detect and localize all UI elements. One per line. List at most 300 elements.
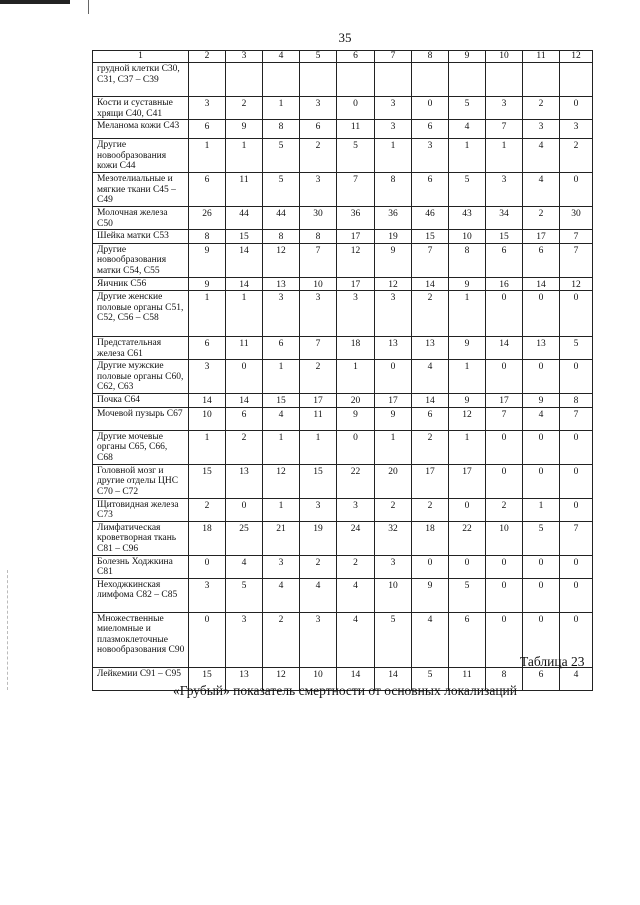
value-cell: 6: [486, 243, 523, 277]
header-cell: 6: [337, 51, 375, 63]
value-cell: 9: [337, 407, 375, 430]
value-cell: 15: [189, 464, 226, 498]
value-cell: 7: [300, 243, 337, 277]
row-label: Лимфатическая кроветворная ткань С81 – С96: [93, 521, 189, 555]
value-cell: 22: [449, 521, 486, 555]
header-cell: 4: [263, 51, 300, 63]
value-cell: 1: [300, 430, 337, 464]
value-cell: 12: [337, 243, 375, 277]
value-cell: 44: [226, 207, 263, 230]
value-cell: 3: [375, 97, 412, 120]
value-cell: 3: [375, 120, 412, 139]
value-cell: 7: [337, 173, 375, 207]
row-label: Лейкемии С91 – С95: [93, 667, 189, 690]
value-cell: 25: [226, 521, 263, 555]
value-cell: 4: [523, 407, 560, 430]
value-cell: 30: [560, 207, 593, 230]
value-cell: [337, 63, 375, 97]
value-cell: 4: [263, 578, 300, 612]
header-cell: 10: [486, 51, 523, 63]
value-cell: 3: [486, 173, 523, 207]
row-label: Меланома кожи С43: [93, 120, 189, 139]
value-cell: 2: [560, 139, 593, 173]
value-cell: 8: [263, 230, 300, 244]
row-label: Другие женские половые органы С51, С52, С56 – С58: [93, 291, 189, 337]
value-cell: 1: [449, 360, 486, 394]
value-cell: 15: [486, 230, 523, 244]
value-cell: 2: [375, 498, 412, 521]
table-row: [93, 120, 593, 139]
value-cell: 3: [300, 498, 337, 521]
value-cell: 0: [486, 464, 523, 498]
value-cell: 12: [560, 277, 593, 291]
table-row: [93, 555, 593, 578]
table-caption: Таблица 23: [520, 654, 585, 669]
value-cell: 4: [263, 407, 300, 430]
value-cell: 1: [375, 139, 412, 173]
value-cell: 9: [523, 394, 560, 408]
value-cell: 2: [523, 207, 560, 230]
value-cell: 14: [412, 394, 449, 408]
value-cell: 5: [449, 97, 486, 120]
value-cell: 1: [263, 430, 300, 464]
value-cell: 6: [412, 407, 449, 430]
value-cell: 12: [263, 243, 300, 277]
header-cell: 9: [449, 51, 486, 63]
value-cell: 9: [449, 394, 486, 408]
value-cell: 0: [560, 612, 593, 667]
row-label: Кости и суставные хрящи С40, С41: [93, 97, 189, 120]
value-cell: 7: [486, 407, 523, 430]
value-cell: 3: [263, 555, 300, 578]
value-cell: [560, 63, 593, 97]
value-cell: 2: [412, 498, 449, 521]
value-cell: 0: [523, 291, 560, 337]
value-cell: 4: [560, 667, 593, 690]
value-cell: 0: [412, 555, 449, 578]
value-cell: 7: [560, 230, 593, 244]
header-cell: 8: [412, 51, 449, 63]
value-cell: 14: [189, 394, 226, 408]
value-cell: 0: [449, 498, 486, 521]
value-cell: 2: [337, 555, 375, 578]
row-label: Шейка матки С53: [93, 230, 189, 244]
value-cell: 1: [449, 291, 486, 337]
value-cell: 5: [412, 667, 449, 690]
value-cell: 10: [486, 521, 523, 555]
table-row: [93, 243, 593, 277]
value-cell: 4: [523, 139, 560, 173]
value-cell: 6: [449, 612, 486, 667]
value-cell: 15: [412, 230, 449, 244]
table-row: [93, 277, 593, 291]
value-cell: [523, 63, 560, 97]
value-cell: 0: [337, 430, 375, 464]
value-cell: [486, 63, 523, 97]
value-cell: 15: [263, 394, 300, 408]
value-cell: 36: [375, 207, 412, 230]
value-cell: 9: [375, 407, 412, 430]
value-cell: 6: [523, 243, 560, 277]
value-cell: 2: [486, 498, 523, 521]
value-cell: 4: [412, 360, 449, 394]
value-cell: 2: [523, 97, 560, 120]
value-cell: 3: [263, 291, 300, 337]
value-cell: 1: [189, 430, 226, 464]
header-cell: 3: [226, 51, 263, 63]
row-label: Почка С64: [93, 394, 189, 408]
value-cell: 6: [189, 120, 226, 139]
value-cell: 3: [560, 120, 593, 139]
value-cell: 3: [375, 555, 412, 578]
value-cell: 15: [300, 464, 337, 498]
value-cell: 4: [449, 120, 486, 139]
row-label: Головной мозг и другие отделы ЦНС С70 – С72: [93, 464, 189, 498]
value-cell: 6: [189, 337, 226, 360]
value-cell: 44: [263, 207, 300, 230]
value-cell: 5: [226, 578, 263, 612]
value-cell: 17: [375, 394, 412, 408]
value-cell: 6: [263, 337, 300, 360]
header-cell: 2: [189, 51, 226, 63]
value-cell: 4: [337, 578, 375, 612]
table-title: «Грубый» показатель смертности от основных локализаций: [173, 683, 517, 698]
value-cell: 2: [189, 498, 226, 521]
value-cell: 14: [523, 277, 560, 291]
row-label: Мезотелиальные и мягкие ткани С45 – С49: [93, 173, 189, 207]
row-label: Мочевой пузырь С67: [93, 407, 189, 430]
table-row: [93, 63, 593, 97]
value-cell: 2: [263, 612, 300, 667]
row-label: Неходжкинская лимфома С82 – С85: [93, 578, 189, 612]
table-row: [93, 337, 593, 360]
value-cell: 0: [486, 291, 523, 337]
value-cell: 1: [226, 291, 263, 337]
value-cell: 4: [337, 612, 375, 667]
header-cell: 11: [523, 51, 560, 63]
value-cell: 1: [375, 430, 412, 464]
value-cell: 2: [226, 97, 263, 120]
value-cell: 1: [263, 360, 300, 394]
value-cell: 12: [263, 667, 300, 690]
value-cell: 0: [226, 360, 263, 394]
page-number: 35: [338, 30, 352, 45]
value-cell: 0: [486, 360, 523, 394]
value-cell: 3: [300, 173, 337, 207]
value-cell: 11: [449, 667, 486, 690]
value-cell: 5: [337, 139, 375, 173]
value-cell: 19: [300, 521, 337, 555]
value-cell: 14: [375, 667, 412, 690]
value-cell: 1: [189, 139, 226, 173]
value-cell: 13: [226, 667, 263, 690]
value-cell: 1: [449, 139, 486, 173]
value-cell: 0: [523, 612, 560, 667]
value-cell: 5: [263, 139, 300, 173]
table-row: [93, 230, 593, 244]
value-cell: 13: [412, 337, 449, 360]
value-cell: 0: [486, 555, 523, 578]
value-cell: 17: [449, 464, 486, 498]
value-cell: 10: [449, 230, 486, 244]
value-cell: [263, 63, 300, 97]
value-cell: 0: [560, 97, 593, 120]
value-cell: 0: [375, 360, 412, 394]
row-label: Другие мочевые органы С65, С66, С68: [93, 430, 189, 464]
value-cell: 6: [412, 173, 449, 207]
value-cell: 15: [226, 230, 263, 244]
value-cell: 0: [523, 360, 560, 394]
table-row: [93, 139, 593, 173]
value-cell: 5: [560, 337, 593, 360]
value-cell: 0: [226, 498, 263, 521]
value-cell: 24: [337, 521, 375, 555]
value-cell: 10: [189, 407, 226, 430]
value-cell: 26: [189, 207, 226, 230]
value-cell: 17: [412, 464, 449, 498]
value-cell: [449, 63, 486, 97]
value-cell: 1: [337, 360, 375, 394]
scan-corner-mark: [0, 0, 70, 4]
table-row: [93, 173, 593, 207]
value-cell: 14: [226, 394, 263, 408]
value-cell: 1: [523, 498, 560, 521]
value-cell: 17: [300, 394, 337, 408]
value-cell: 34: [486, 207, 523, 230]
value-cell: 11: [337, 120, 375, 139]
table-header-row: [93, 51, 593, 63]
value-cell: 36: [337, 207, 375, 230]
header-cell: 12: [560, 51, 593, 63]
value-cell: 17: [337, 277, 375, 291]
value-cell: 3: [300, 291, 337, 337]
table-row: [93, 291, 593, 337]
value-cell: 4: [300, 578, 337, 612]
value-cell: [189, 63, 226, 97]
value-cell: 7: [412, 243, 449, 277]
value-cell: 6: [189, 173, 226, 207]
table-row: [93, 360, 593, 394]
value-cell: 0: [560, 498, 593, 521]
value-cell: 0: [560, 430, 593, 464]
header-cell: 5: [300, 51, 337, 63]
value-cell: 13: [226, 464, 263, 498]
value-cell: 5: [263, 173, 300, 207]
scan-corner-tick: [88, 0, 89, 14]
value-cell: [226, 63, 263, 97]
value-cell: 9: [449, 277, 486, 291]
value-cell: 5: [449, 578, 486, 612]
value-cell: 9: [226, 120, 263, 139]
value-cell: 9: [189, 277, 226, 291]
value-cell: 11: [226, 173, 263, 207]
value-cell: 16: [486, 277, 523, 291]
value-cell: 1: [189, 291, 226, 337]
value-cell: 13: [263, 277, 300, 291]
value-cell: 9: [375, 243, 412, 277]
value-cell: 5: [523, 521, 560, 555]
value-cell: 10: [300, 667, 337, 690]
value-cell: 14: [226, 243, 263, 277]
value-cell: 8: [449, 243, 486, 277]
header-cell: 1: [93, 51, 189, 63]
value-cell: [375, 63, 412, 97]
value-cell: 6: [226, 407, 263, 430]
value-cell: [412, 63, 449, 97]
value-cell: 17: [523, 230, 560, 244]
value-cell: 3: [189, 97, 226, 120]
value-cell: 12: [263, 464, 300, 498]
value-cell: 9: [412, 578, 449, 612]
row-label: Щитовидная железа С73: [93, 498, 189, 521]
table-row: [93, 578, 593, 612]
value-cell: 2: [300, 360, 337, 394]
value-cell: 8: [189, 230, 226, 244]
value-cell: 3: [486, 97, 523, 120]
row-label: Предстательная железа С61: [93, 337, 189, 360]
value-cell: 1: [226, 139, 263, 173]
table-row: [93, 498, 593, 521]
value-cell: 7: [300, 337, 337, 360]
margin-line: [7, 570, 9, 690]
value-cell: 17: [337, 230, 375, 244]
table-body: [93, 51, 593, 691]
value-cell: 4: [226, 555, 263, 578]
value-cell: 18: [337, 337, 375, 360]
table-row: [93, 407, 593, 430]
value-cell: 18: [412, 521, 449, 555]
value-cell: 0: [523, 430, 560, 464]
value-cell: 0: [560, 555, 593, 578]
value-cell: 6: [523, 667, 560, 690]
value-cell: 14: [412, 277, 449, 291]
value-cell: 8: [375, 173, 412, 207]
value-cell: 13: [523, 337, 560, 360]
value-cell: 17: [486, 394, 523, 408]
value-cell: 4: [523, 173, 560, 207]
value-cell: 7: [560, 243, 593, 277]
value-cell: 12: [449, 407, 486, 430]
value-cell: 5: [449, 173, 486, 207]
value-cell: 11: [226, 337, 263, 360]
value-cell: 0: [560, 360, 593, 394]
table-row: [93, 612, 593, 667]
row-label: грудной клетки С30, С31, С37 – С39: [93, 63, 189, 97]
value-cell: 32: [375, 521, 412, 555]
value-cell: 0: [523, 464, 560, 498]
value-cell: 3: [375, 291, 412, 337]
value-cell: 10: [375, 578, 412, 612]
value-cell: 8: [300, 230, 337, 244]
value-cell: 0: [523, 555, 560, 578]
value-cell: 7: [486, 120, 523, 139]
row-label: Другие новообразования кожи С44: [93, 139, 189, 173]
value-cell: 0: [560, 578, 593, 612]
value-cell: 1: [486, 139, 523, 173]
value-cell: 3: [412, 139, 449, 173]
value-cell: 22: [337, 464, 375, 498]
value-cell: 21: [263, 521, 300, 555]
table-row: [93, 207, 593, 230]
value-cell: 0: [523, 578, 560, 612]
value-cell: 12: [375, 277, 412, 291]
value-cell: 3: [300, 97, 337, 120]
value-cell: 10: [300, 277, 337, 291]
value-cell: 3: [337, 291, 375, 337]
value-cell: [300, 63, 337, 97]
value-cell: 8: [560, 394, 593, 408]
header-cell: 7: [375, 51, 412, 63]
value-cell: 0: [560, 291, 593, 337]
value-cell: 9: [449, 337, 486, 360]
value-cell: 2: [300, 139, 337, 173]
value-cell: 4: [412, 612, 449, 667]
row-label: Другие новообразования матки С54, С55: [93, 243, 189, 277]
value-cell: 14: [486, 337, 523, 360]
value-cell: 2: [300, 555, 337, 578]
row-label: Яичник С56: [93, 277, 189, 291]
value-cell: 0: [189, 612, 226, 667]
value-cell: 20: [375, 464, 412, 498]
value-cell: 3: [189, 360, 226, 394]
value-cell: 1: [449, 430, 486, 464]
row-label: Болезнь Ходжкина С81: [93, 555, 189, 578]
value-cell: 1: [263, 498, 300, 521]
table-row: [93, 394, 593, 408]
mortality-table: [92, 50, 593, 691]
value-cell: 1: [263, 97, 300, 120]
table-row: [93, 521, 593, 555]
value-cell: 0: [486, 612, 523, 667]
row-label: Другие мужские половые органы С60, С62, С63: [93, 360, 189, 394]
value-cell: 2: [412, 291, 449, 337]
value-cell: 8: [263, 120, 300, 139]
value-cell: 14: [226, 277, 263, 291]
value-cell: 2: [412, 430, 449, 464]
value-cell: 2: [226, 430, 263, 464]
value-cell: 0: [412, 97, 449, 120]
value-cell: 3: [300, 612, 337, 667]
value-cell: 43: [449, 207, 486, 230]
table-row: [93, 97, 593, 120]
value-cell: 7: [560, 407, 593, 430]
value-cell: 8: [486, 667, 523, 690]
table-row: [93, 464, 593, 498]
value-cell: 0: [560, 173, 593, 207]
value-cell: 0: [560, 464, 593, 498]
value-cell: 13: [375, 337, 412, 360]
value-cell: 11: [300, 407, 337, 430]
value-cell: 0: [486, 578, 523, 612]
value-cell: 3: [189, 578, 226, 612]
value-cell: 0: [189, 555, 226, 578]
value-cell: 14: [337, 667, 375, 690]
row-label: Множественные миеломные и плазмоклеточные новообразования С90: [93, 612, 189, 667]
value-cell: 5: [375, 612, 412, 667]
value-cell: 30: [300, 207, 337, 230]
value-cell: 0: [449, 555, 486, 578]
value-cell: 6: [412, 120, 449, 139]
value-cell: 6: [300, 120, 337, 139]
value-cell: 0: [486, 430, 523, 464]
value-cell: 9: [189, 243, 226, 277]
row-label: Молочная железа С50: [93, 207, 189, 230]
value-cell: 20: [337, 394, 375, 408]
value-cell: 19: [375, 230, 412, 244]
table-row: [93, 430, 593, 464]
value-cell: 0: [337, 97, 375, 120]
value-cell: 3: [226, 612, 263, 667]
